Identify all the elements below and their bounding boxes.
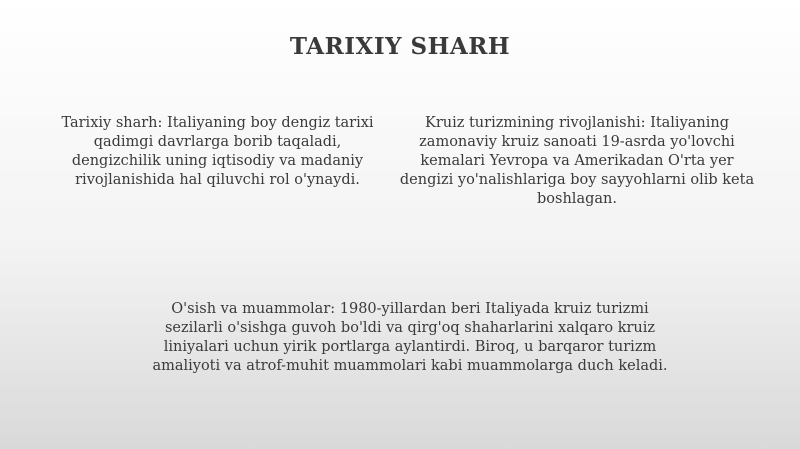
slide-title: TARIXIY SHARH (289, 33, 511, 60)
history-text-block: Tarixiy sharh: Italiyaning boy dengiz tarixi qadimgi davrlarga borib taqaladi, dengizchilik uning iqtisodiy va madaniy rivojlanishida hal qiluvchi rol o'ynaydi. (61, 115, 374, 188)
cruise-development-text-block: Kruiz turizmining rivojlanishi: Italiyaning zamonaviy kruiz sanoati 19-asrda yo'lovchi kemalari Yevropa va Amerikadan O'rta yer dengizi yo'nalishlariga boy sayyohlarni olib keta boshlagan. (399, 115, 755, 207)
growth-problems-text-block: O'sish va muammolar: 1980-yillardan beri Italiyada kruiz turizmi sezilarli o'sishga guvoh bo'ldi va qirg'oq shaharlarini xalqaro kruiz liniyalari uchun yirik portlarga aylantirdi. Biroq, u barqaror turizm amaliyoti va atrof-muhit muammolari kabi muammolarga duch keladi. (152, 301, 668, 374)
